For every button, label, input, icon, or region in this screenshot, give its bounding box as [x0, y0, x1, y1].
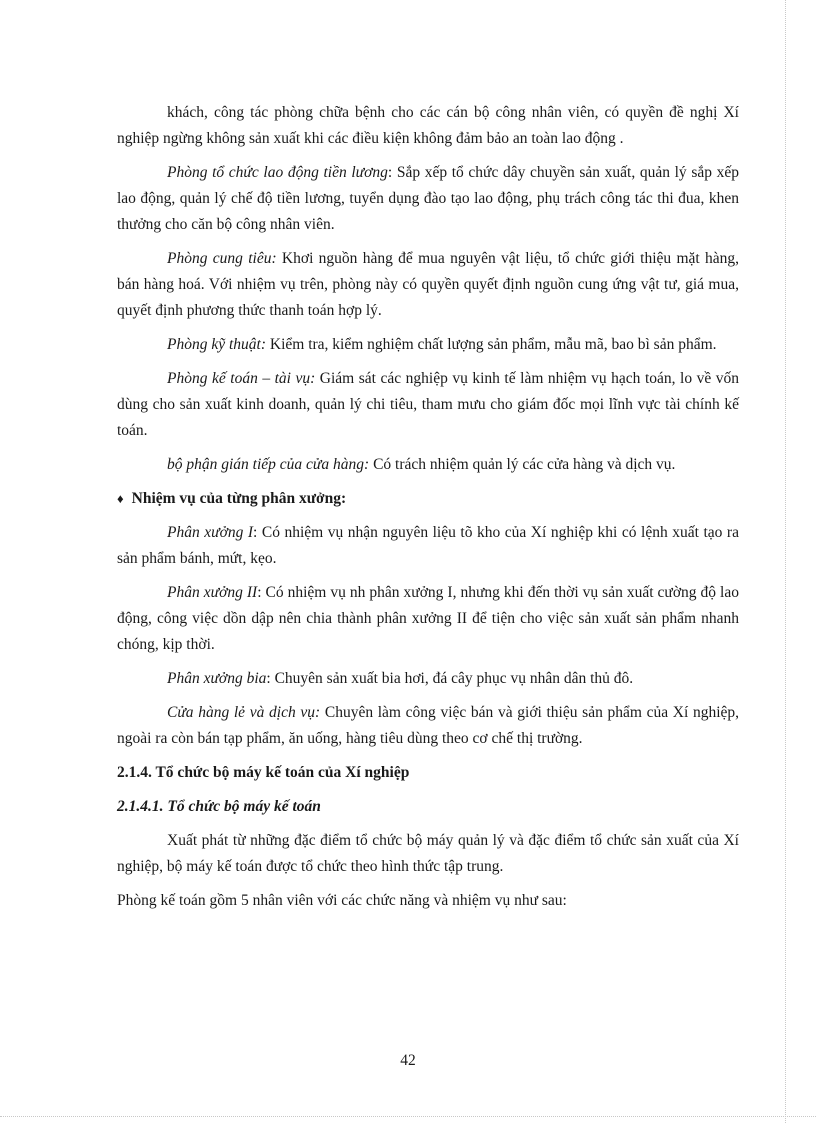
paragraph-workshop-1	[117, 520, 739, 572]
term-label: Phân xưởng I	[167, 524, 254, 541]
paragraph-text: Khơi nguồn hàng để mua nguyên vật liệu, tổ chức giới thiệu mặt hàng, bán hàng hoá. Với nhiệm vụ trên, phòng này có quyền quyết định nguồn cung ứng vật tư, giá mua, quyết định phương thức thanh toán hợp lý.	[117, 250, 739, 319]
paragraph-accounting-staff: Phòng kế toán gồm 5 nhân viên với các chức năng và nhiệm vụ như sau:	[117, 892, 567, 909]
term-label: Cửa hàng lẻ và dịch vụ:	[167, 704, 321, 721]
paragraph-continuation	[117, 100, 739, 152]
page-number: 42	[400, 1052, 416, 1069]
paragraph-text: Có trách nhiệm quản lý các cửa hàng và dịch vụ.	[369, 456, 676, 473]
term-label: Phân xưởng bia	[167, 670, 267, 687]
paragraph-text: : Sắp xếp tổ chức dây chuyền sản xuất, quản lý sắp xếp lao động, quản lý chế độ tiền lương, tuyển dụng đào tạo lao động, phụ trách công tác thi đua, khen thưởng cho căn bộ công nhân viên.	[117, 164, 739, 233]
paragraph-retail-store	[117, 700, 739, 752]
paragraph-supply-dept	[117, 246, 739, 324]
paragraph-text: : Có nhiệm vụ nh phân xưởng I, nhưng khi đến thời vụ sản xuất cường độ lao động, công việc dồn dập nên chia thành phân xưởng II để tiện cho việc sản xuất sản phẩm nhanh chóng, kịp thời.	[117, 584, 739, 653]
paragraph-tech-dept	[117, 332, 739, 358]
paragraph-text: Chuyên làm công việc bán và giới thiệu sản phẩm của Xí nghiệp, ngoài ra còn bán tạp phẩm, ăn uống, hàng tiêu dùng theo cơ chế thị trường.	[117, 704, 740, 747]
term-label: Phòng cung tiêu:	[167, 250, 277, 267]
subsection-heading: 2.1.4.1. Tổ chức bộ máy kế toán	[117, 798, 321, 815]
term-label: Phân xưởng II	[167, 584, 258, 601]
bullet-heading	[117, 486, 739, 512]
page-border-bottom	[0, 1116, 816, 1117]
bullet-heading-text: Nhiệm vụ của từng phân xưởng:	[131, 490, 347, 507]
page-content	[117, 100, 739, 922]
paragraph-labor-dept	[117, 160, 739, 238]
diamond-bullet-icon: ♦	[117, 491, 124, 506]
paragraph-text: khách, công tác phòng chữa bệnh cho các cán bộ công nhân viên, có quyền đề nghị Xí nghiệp ngừng không sản xuất khi các điều kiện không đảm bảo an toàn lao động .	[117, 104, 739, 147]
term-label: Phòng kế toán – tài vụ:	[167, 370, 316, 387]
paragraph-text: Kiểm tra, kiểm nghiệm chất lượng sản phẩm, mẫu mã, bao bì sản phẩm.	[266, 336, 717, 353]
section-heading: 2.1.4. Tổ chức bộ máy kế toán của Xí nghiệp	[117, 764, 410, 781]
page-border-right	[785, 0, 786, 1123]
term-label: bộ phận gián tiếp của cửa hàng:	[167, 456, 370, 473]
paragraph-text: : Có nhiệm vụ nhận nguyên liệu tõ kho của Xí nghiệp khi có lệnh xuất tạo ra sản phẩm bánh, mứt, kẹo.	[117, 524, 739, 567]
paragraph-accounting-intro: Xuất phát từ những đặc điểm tổ chức bộ máy quản lý và đặc điểm tổ chức sản xuất của Xí nghiệp, bộ máy kế toán được tổ chức theo hình thức tập trung.	[117, 832, 739, 875]
paragraph-workshop-2	[117, 580, 739, 658]
paragraph-workshop-beer	[117, 666, 739, 692]
paragraph-text: Giám sát các nghiệp vụ kinh tế làm nhiệm vụ hạch toán, lo về vốn dùng cho sản xuất kinh doanh, quản lý chi tiêu, tham mưu cho giám đốc mọi lĩnh vực tài chính kế toán.	[117, 370, 739, 439]
term-label: Phòng kỹ thuật:	[167, 336, 267, 353]
paragraph-accounting-dept	[117, 366, 739, 444]
paragraph-text: : Chuyên sản xuất bia hơi, đá cây phục vụ nhân dân thủ đô.	[266, 670, 634, 687]
paragraph-store-division	[117, 452, 739, 478]
term-label: Phòng tổ chức lao động tiền lương	[167, 164, 388, 181]
